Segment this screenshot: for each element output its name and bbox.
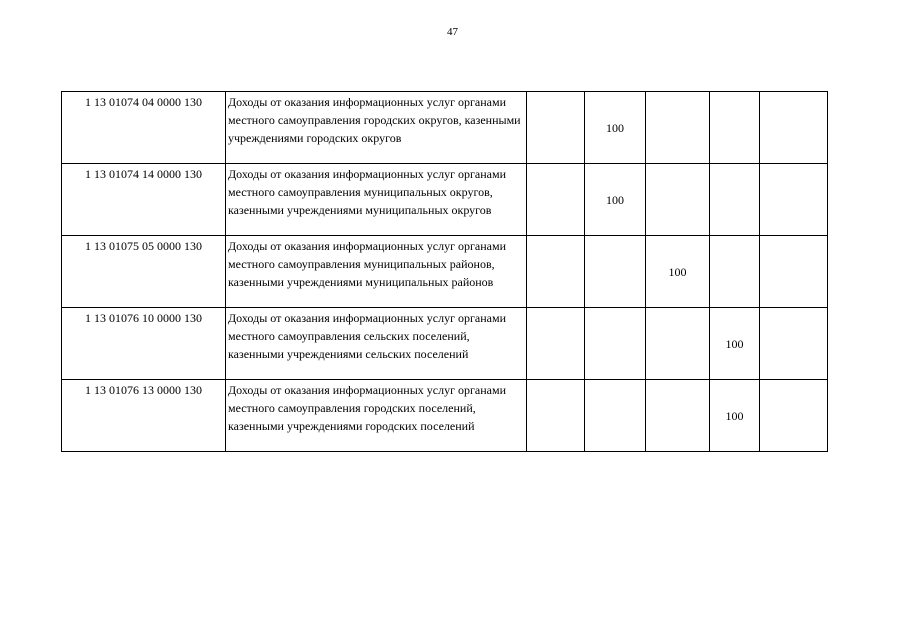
description-cell: Доходы от оказания информационных услуг органами местного самоуправления городских округов, казенными учреждениями городских округов bbox=[226, 92, 527, 164]
description-cell: Доходы от оказания информационных услуг органами местного самоуправления муниципальных округов, казенными учреждениями муниципальных округов bbox=[226, 164, 527, 236]
description-cell: Доходы от оказания информационных услуг органами местного самоуправления сельских поселений, казенными учреждениями сельских поселений bbox=[226, 308, 527, 380]
description-cell: Доходы от оказания информационных услуг органами местного самоуправления муниципальных районов, казенными учреждениями муниципальных районов bbox=[226, 236, 527, 308]
description-cell: Доходы от оказания информационных услуг органами местного самоуправления городских поселений, казенными учреждениями городских поселений bbox=[226, 380, 527, 452]
value-cell: 100 bbox=[585, 92, 646, 164]
value-cell bbox=[710, 92, 760, 164]
value-cell bbox=[585, 308, 646, 380]
budget-code-cell: 1 13 01075 05 0000 130 bbox=[62, 236, 226, 308]
revenue-classification-table bbox=[61, 91, 828, 452]
value-cell bbox=[646, 308, 710, 380]
value-cell bbox=[646, 380, 710, 452]
value-cell: 100 bbox=[710, 308, 760, 380]
value-cell bbox=[760, 164, 828, 236]
value-cell bbox=[527, 92, 585, 164]
value-cell bbox=[646, 164, 710, 236]
page-number: 47 bbox=[447, 26, 458, 38]
value-cell bbox=[527, 164, 585, 236]
value-cell: 100 bbox=[585, 164, 646, 236]
value-cell bbox=[760, 92, 828, 164]
value-cell bbox=[646, 92, 710, 164]
table-row bbox=[62, 92, 828, 164]
value-cell bbox=[760, 380, 828, 452]
table-row bbox=[62, 308, 828, 380]
value-cell bbox=[527, 308, 585, 380]
value-cell bbox=[760, 308, 828, 380]
budget-code-cell: 1 13 01074 04 0000 130 bbox=[62, 92, 226, 164]
value-cell bbox=[527, 236, 585, 308]
budget-code-cell: 1 13 01076 10 0000 130 bbox=[62, 308, 226, 380]
value-cell bbox=[527, 380, 585, 452]
budget-code-cell: 1 13 01076 13 0000 130 bbox=[62, 380, 226, 452]
value-cell: 100 bbox=[710, 380, 760, 452]
table-row bbox=[62, 380, 828, 452]
table-row bbox=[62, 164, 828, 236]
table-row bbox=[62, 236, 828, 308]
budget-code-cell: 1 13 01074 14 0000 130 bbox=[62, 164, 226, 236]
value-cell bbox=[760, 236, 828, 308]
value-cell bbox=[710, 164, 760, 236]
value-cell bbox=[585, 236, 646, 308]
value-cell bbox=[710, 236, 760, 308]
value-cell bbox=[585, 380, 646, 452]
value-cell: 100 bbox=[646, 236, 710, 308]
